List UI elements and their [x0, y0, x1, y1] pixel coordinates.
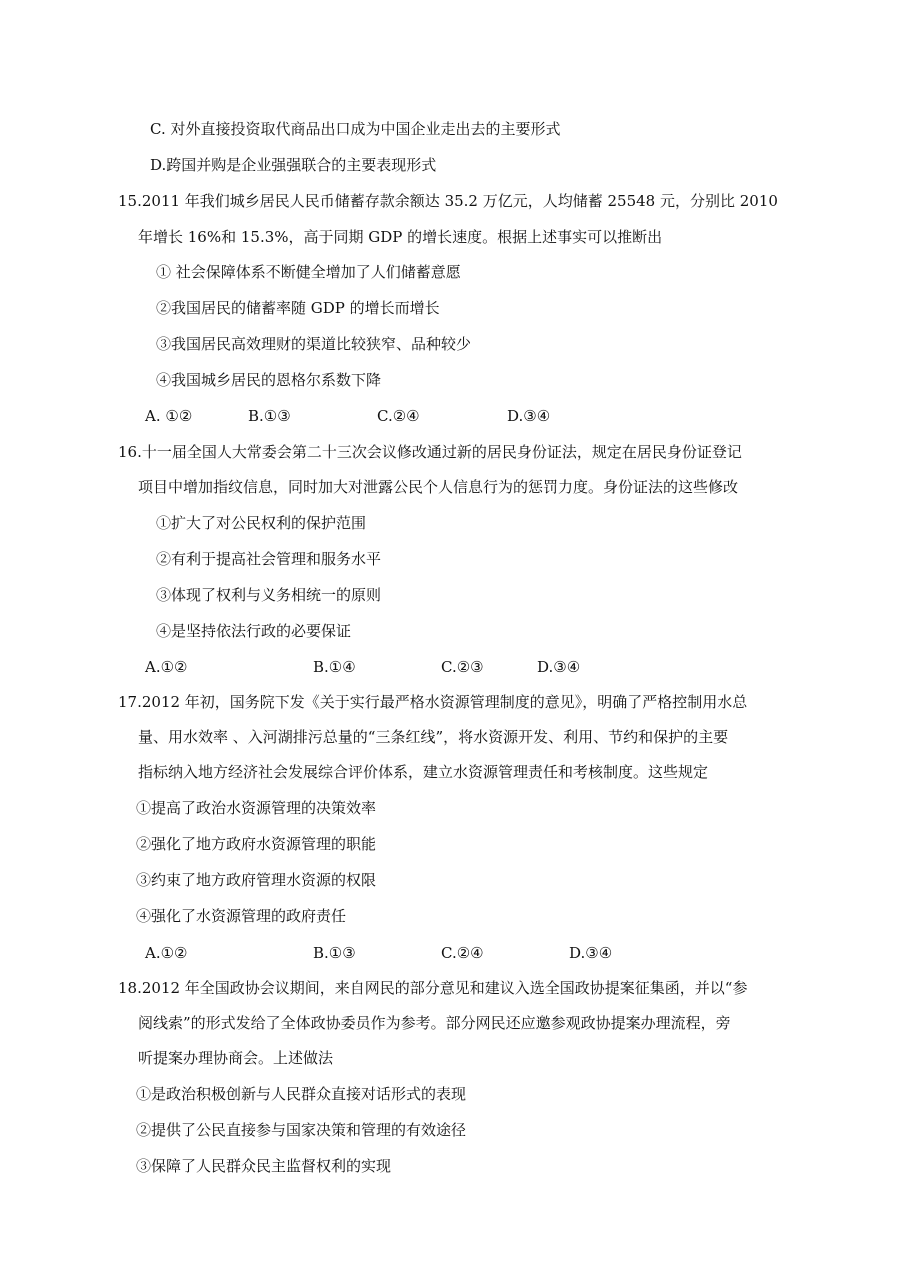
question-17-stem-line1: 17.2012 年初，国务院下发《关于实行最严格水资源管理制度的意见》，明确了严格控制用水总: [118, 693, 748, 711]
question-18-item-2: ②提供了公民直接参与国家决策和管理的有效途径: [136, 1121, 467, 1139]
question-16-item-2: ②有利于提高社会管理和服务水平: [156, 550, 382, 568]
question-16-option-a: A.①②: [145, 658, 188, 676]
question-18-item-1: ①是政治积极创新与人民群众直接对话形式的表现: [136, 1085, 467, 1103]
question-18-item-3: ③保障了人民群众民主监督权利的实现: [136, 1157, 392, 1175]
question-17-option-a: A.①②: [145, 944, 188, 962]
question-15-option-d: D.③④: [507, 407, 551, 425]
question-16-stem-line1: 16.十一届全国人大常委会第二十三次会议修改通过新的居民身份证法，规定在居民身份证登记: [118, 443, 742, 461]
question-18-stem-line2: 阅线索”的形式发给了全体政协委员作为参考。部分网民还应邀参观政协提案办理流程，旁: [138, 1014, 731, 1032]
question-18-stem-line3: 听提案办理协商会。上述做法: [138, 1049, 334, 1067]
option-c: C. 对外直接投资取代商品出口成为中国企业走出去的主要形式: [150, 120, 561, 138]
question-16-option-c: C.②③: [441, 658, 484, 676]
question-17-item-1: ①提高了政治水资源管理的决策效率: [136, 799, 377, 817]
question-15-item-1: ① 社会保障体系不断健全增加了人们储蓄意愿: [156, 263, 461, 281]
question-17-item-2: ②强化了地方政府水资源管理的职能: [136, 835, 377, 853]
question-15-stem-line2: 年增长 16%和 15.3%，高于同期 GDP 的增长速度。根据上述事实可以推断出: [138, 228, 663, 246]
question-16-item-4: ④是坚持依法行政的必要保证: [156, 622, 352, 640]
question-17-option-d: D.③④: [569, 944, 613, 962]
question-15-option-b: B.①③: [248, 407, 291, 425]
question-17-stem-line2: 量、用水效率 、入河湖排污总量的“三条红线”，将水资源开发、利用、节约和保护的主要: [138, 728, 729, 746]
option-d: D.跨国并购是企业强强联合的主要表现形式: [150, 156, 437, 174]
question-16-option-b: B.①④: [313, 658, 356, 676]
question-15-item-3: ③我国居民高效理财的渠道比较狭窄、品种较少: [156, 335, 472, 353]
question-15-item-4: ④我国城乡居民的恩格尔系数下降: [156, 371, 382, 389]
question-16-stem-line2: 项目中增加指纹信息，同时加大对泄露公民个人信息行为的惩罚力度。身份证法的这些修改: [138, 478, 739, 496]
question-15-option-c: C.②④: [377, 407, 420, 425]
question-18-stem-line1: 18.2012 年全国政协会议期间，来自网民的部分意见和建议入选全国政协提案征集函，并以“参: [118, 979, 748, 997]
question-16-item-3: ③体现了权利与义务相统一的原则: [156, 586, 382, 604]
question-17-option-c: C.②④: [441, 944, 484, 962]
question-17-stem-line3: 指标纳入地方经济社会发展综合评价体系，建立水资源管理责任和考核制度。这些规定: [138, 763, 709, 781]
question-16-item-1: ①扩大了对公民权利的保护范围: [156, 514, 367, 532]
question-15-stem-line1: 15.2011 年我们城乡居民人民币储蓄存款余额达 35.2 万亿元，人均储蓄 25548 元，分别比 2010: [118, 192, 778, 210]
question-17-item-4: ④强化了水资源管理的政府责任: [136, 907, 347, 925]
question-17-option-b: B.①③: [313, 944, 356, 962]
question-15-item-2: ②我国居民的储蓄率随 GDP 的增长而增长: [156, 299, 440, 317]
question-17-item-3: ③约束了地方政府管理水资源的权限: [136, 871, 377, 889]
question-15-option-a: A. ①②: [145, 407, 193, 425]
question-16-option-d: D.③④: [537, 658, 581, 676]
